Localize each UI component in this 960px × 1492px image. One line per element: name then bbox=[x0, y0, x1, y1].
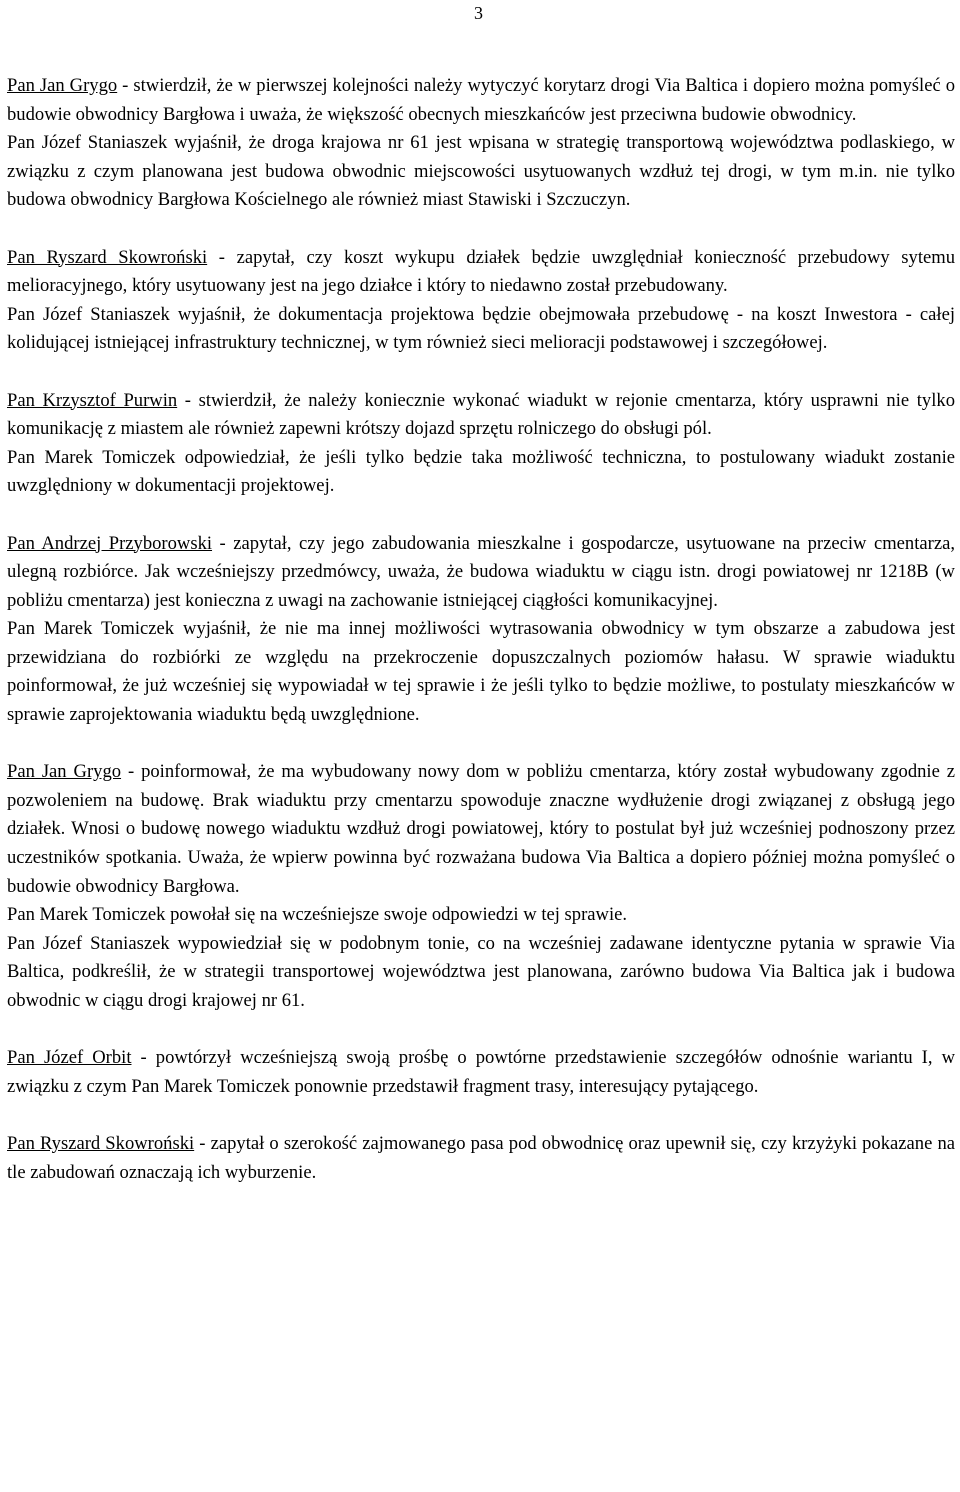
document-body bbox=[7, 72, 955, 1216]
statement-block bbox=[7, 244, 955, 358]
speaker-name: Pan Ryszard Skowroński bbox=[7, 246, 208, 268]
paragraph bbox=[7, 758, 955, 901]
paragraph bbox=[7, 72, 955, 129]
speaker-name: Pan Krzysztof Purwin bbox=[7, 389, 178, 411]
statement-block bbox=[7, 1044, 955, 1101]
paragraph-text: Pan Marek Tomiczek powołał się na wcześniejsze swoje odpowiedzi w tej sprawie. bbox=[7, 904, 628, 926]
paragraph-text: Pan Marek Tomiczek odpowiedział, że jeśli tylko będzie taka możliwość techniczna, to postulowany wiadukt zostanie uwzględniony w dokumentacji projektowej. bbox=[7, 446, 955, 497]
paragraph-text: - zapytał, czy koszt wykupu działek będzie uwzględniał konieczność przebudowy sytemu melioracyjnego, który usytuowany jest na jego działce i który to niedawno został przebudowany. bbox=[7, 246, 955, 297]
paragraph bbox=[7, 615, 955, 729]
statement-block bbox=[7, 1130, 955, 1187]
speaker-name: Pan Ryszard Skowroński bbox=[7, 1132, 195, 1154]
paragraph bbox=[7, 901, 955, 930]
paragraph bbox=[7, 1130, 955, 1187]
paragraph bbox=[7, 129, 955, 215]
paragraph-text: - zapytał o szerokość zajmowanego pasa pod obwodnicę oraz upewnił się, czy krzyżyki pokazane na tle zabudowań oznaczają ich wyburzenie. bbox=[7, 1132, 955, 1183]
paragraph-text: - stwierdził, że należy koniecznie wykonać wiadukt w rejonie cmentarza, który usprawni nie tylko komunikację z miastem ale również zapewni krótszy dojazd sprzętu rolniczego do obsługi pól. bbox=[7, 389, 955, 440]
page-number: 3 bbox=[474, 3, 483, 23]
statement-block bbox=[7, 387, 955, 501]
paragraph bbox=[7, 387, 955, 444]
statement-block bbox=[7, 72, 955, 215]
paragraph-text: - poinformował, że ma wybudowany nowy dom w pobliżu cmentarza, który został wybudowany zgodnie z pozwoleniem na budowę. Brak wiaduktu przy cmentarzu spowoduje znaczne wydłużenie drogi związanej z obsługą jego działek. Wnosi o budowę nowego wiaduktu wzdłuż drogi powiatowej, który to postulat był już wcześniej podnoszony przez uczestników spotkania. Uważa, że wpierw powinna być rozważana budowa Via Baltica a dopiero później można pomyśleć o budowie obwodnicy Bargłowa. bbox=[7, 761, 956, 897]
statement-block bbox=[7, 530, 955, 730]
paragraph bbox=[7, 244, 955, 301]
paragraph bbox=[7, 530, 955, 616]
paragraph bbox=[7, 1044, 955, 1101]
paragraph bbox=[7, 444, 955, 501]
speaker-name: Pan Andrzej Przyborowski bbox=[7, 532, 213, 554]
paragraph-text: Pan Józef Staniaszek wypowiedział się w podobnym tonie, co na wcześniej zadawane identyczne pytania w sprawie Via Baltica, podkreślił, że w strategii transportowej województwa jest planowana, zarówno budowa Via Baltica jak i budowa obwodnic w ciągu drogi krajowej nr 61. bbox=[7, 932, 955, 1011]
speaker-name: Pan Józef Orbit bbox=[7, 1047, 132, 1069]
speaker-name: Pan Jan Grygo bbox=[7, 761, 122, 783]
paragraph-text: Pan Józef Staniaszek wyjaśnił, że dokumentacja projektowa będzie obejmowała przebudowę - na koszt Inwestora - całej kolidującej istniejącej infrastruktury technicznej, w tym również sieci melioracji podstawowej i szczegółowej. bbox=[7, 303, 955, 354]
paragraph-text: Pan Marek Tomiczek wyjaśnił, że nie ma innej możliwości wytrasowania obwodnicy w tym obszarze a zabudowa jest przewidziana do rozbiórki ze względu na przekroczenie dopuszczalnych poziomów hałasu. W sprawie wiaduktu poinformował, że już wcześniej się wypowiadał w tej sprawie i że jeśli tylko to będzie możliwe, to postulaty mieszkańców w sprawie zaprojektowania wiaduktu będą uwzględnione. bbox=[7, 618, 955, 726]
paragraph-text: - powtórzył wcześniejszą swoją prośbę o powtórne przedstawienie szczegółów odnośnie wariantu I, w związku z czym Pan Marek Tomiczek ponownie przedstawił fragment trasy, interesujący pytającego. bbox=[7, 1047, 955, 1097]
speaker-name: Pan Jan Grygo bbox=[7, 75, 118, 96]
paragraph bbox=[7, 301, 955, 358]
paragraph-text: Pan Józef Staniaszek wyjaśnił, że droga krajowa nr 61 jest wpisana w strategię transportową województwa podlaskiego, w związku z czym planowana jest budowa obwodnic miejscowości usytuowanych wzdłuż tej drogi, w tym m.in. nie tylko budowa obwodnicy Bargłowa Kościelnego ale również miast Stawiski i Szczuczyn. bbox=[7, 132, 955, 211]
paragraph bbox=[7, 930, 955, 1016]
paragraph-text: - zapytał, czy jego zabudowania mieszkalne i gospodarcze, usytuowane na przeciw cmentarza, ulegną rozbiórce. Jak wcześniejszy przedmówcy, uważa, że budowa wiaduktu w ciągu istn. drogi powiatowej nr 1218B (w pobliżu cmentarza) jest konieczna z uwagi na zachowanie istniejącej ciągłości komunikacyjnej. bbox=[7, 532, 955, 611]
paragraph-text: - stwierdził, że w pierwszej kolejności należy wytyczyć korytarz drogi Via Baltica i dopiero można pomyśleć o budowie obwodnicy Bargłowa i uważa, że większość obecnych mieszkańców jest przeciwna budowie obwodnicy. bbox=[7, 75, 955, 125]
statement-block bbox=[7, 758, 955, 1015]
